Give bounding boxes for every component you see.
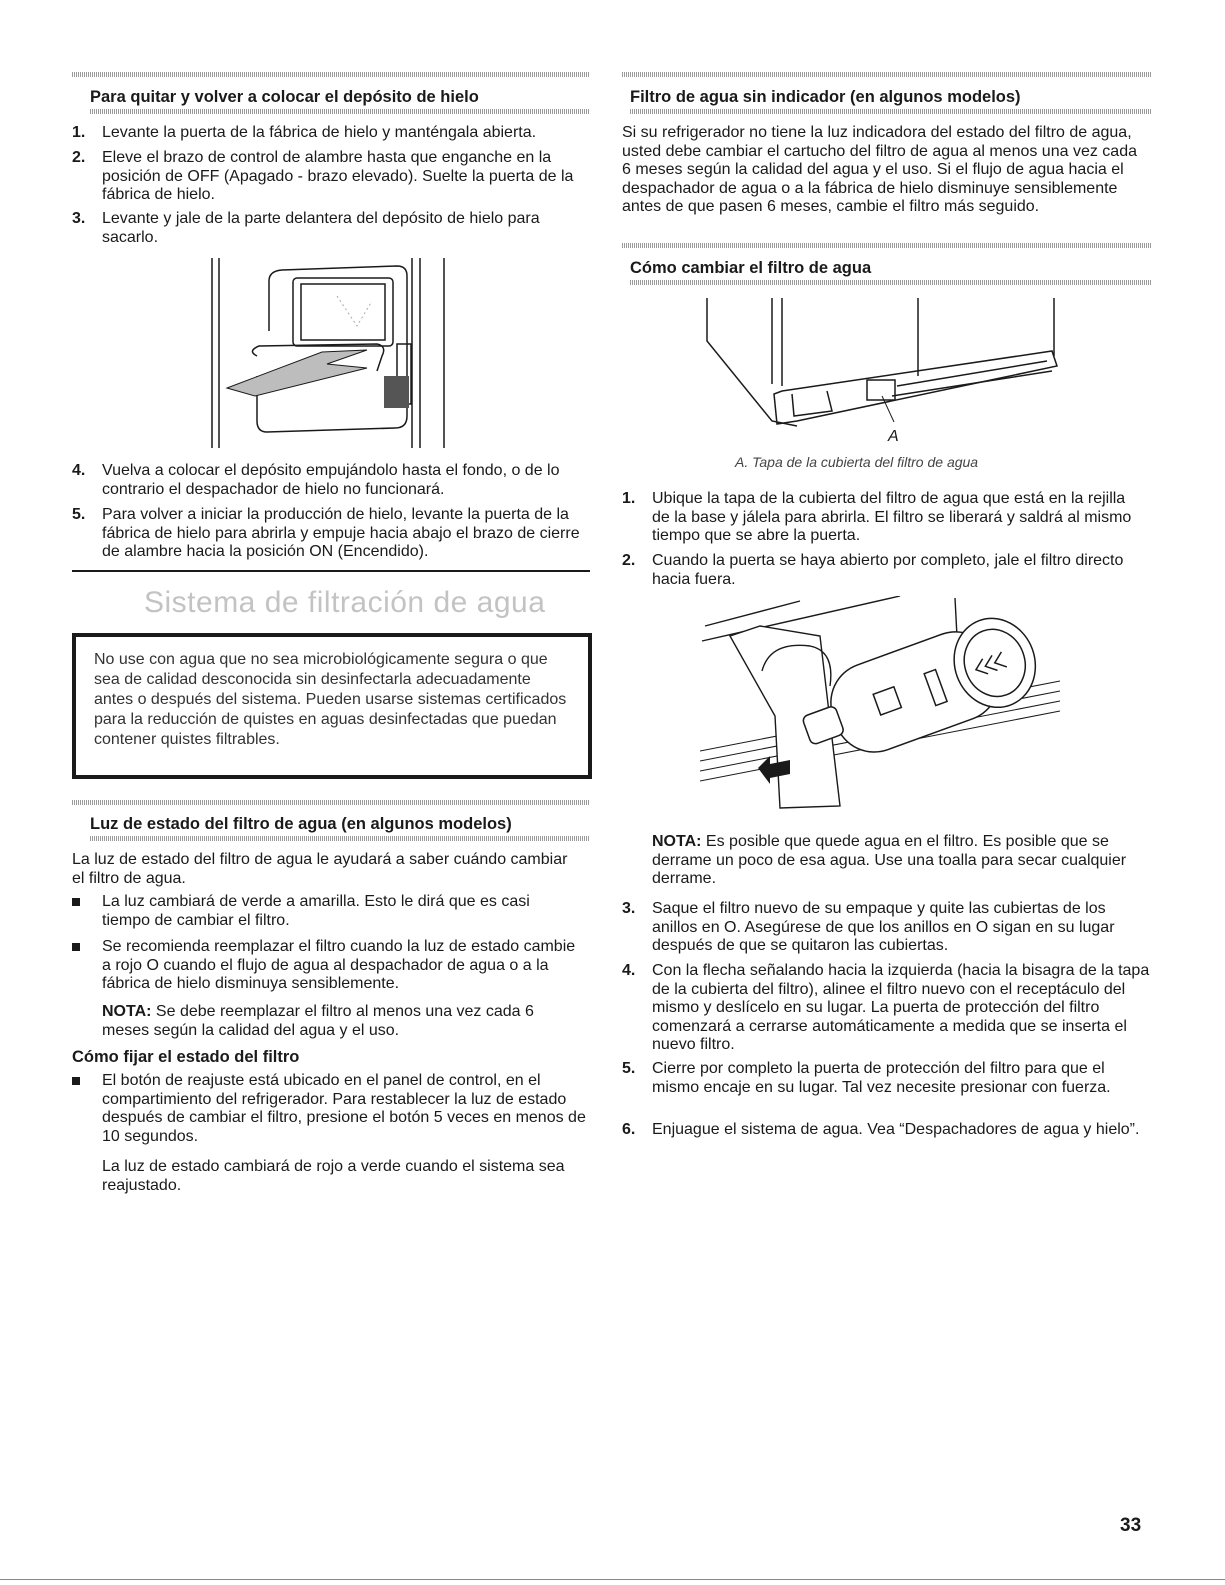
no-indicator-heading: Filtro de agua sin indicador (en algunos modelos)	[630, 88, 1021, 106]
ice-bin-step-2: 2. Eleve el brazo de control de alambre hasta que enganche en la posición de OFF (Apagado - brazo elevado). Suelte la puerta de la fábrica de hielo.	[72, 149, 574, 203]
section-rule	[72, 72, 590, 77]
filter-step-3: 3. Saque el filtro nuevo de su empaque y quite las cubiertas de los anillos en O. Asegúrese de que los anillos en O sigan en su lugar después de que se quitaron las cubiertas.	[622, 900, 1115, 954]
section-rule	[90, 836, 590, 841]
ice-bin-illustration	[207, 256, 527, 456]
filter-step-5: 5. Cierre por completo la puerta de protección del filtro para que el mismo encaje en su lugar. Tal vez necesite presionar con fuerza.	[622, 1060, 1111, 1096]
page-number: 33	[1120, 1515, 1142, 1536]
note-label: NOTA:	[652, 833, 702, 850]
section-rule	[72, 800, 590, 805]
ice-bin-step-3: 3. Levante y jale de la parte delantera del depósito de hielo para sacarlo.	[72, 210, 540, 246]
bullet-icon	[72, 898, 80, 906]
status-light-intro: La luz de estado del filtro de agua le ayudará a saber cuándo cambiar el filtro de agua.	[72, 851, 568, 887]
ice-bin-step-4: 4. Vuelva a colocar el depósito empujándolo hasta el fondo, o de lo contrario el despachador de hielo no funcionará.	[72, 462, 560, 498]
section-rule	[90, 109, 590, 114]
section-divider	[72, 570, 590, 572]
reset-bullet: El botón de reajuste está ubicado en el panel de control, en el compartimiento del refrigerador. Para restablecer la luz de estado después de cambiar el filtro, presione el botón 5 veces en menos de 10 segundos.	[72, 1072, 590, 1146]
status-note	[102, 1003, 582, 1040]
reset-after: La luz de estado cambiará de rojo a verde cuando el sistema sea reajustado.	[102, 1158, 565, 1194]
warning-text: No use con agua que no sea microbiológicamente segura o que sea de calidad desconocida sin desinfectarla adecuadamente antes o después del sistema. Pueden usarse sistemas certificados para la reducción de quistes en aguas desinfectadas que puedan contener quistes filtrables.	[94, 651, 567, 748]
no-indicator-text: Si su refrigerador no tiene la luz indicadora del estado del filtro de agua, usted debe cambiar el cartucho del filtro de agua al menos una vez cada 6 meses según la calidad del agua y el uso. Si el flujo de agua hacia el despachador de agua o a la fábrica de hielo disminuye sensiblemente antes de que pasen 6 meses, cambie el filtro más seguido.	[622, 124, 1137, 215]
note-text: Se debe reemplazar el filtro al menos una vez cada 6 meses según la calidad del agua y el uso.	[102, 1003, 534, 1039]
filter-note	[652, 833, 1147, 889]
note-label: NOTA:	[102, 1003, 152, 1020]
section-rule	[630, 109, 1152, 114]
fig-label-a: A	[888, 428, 899, 445]
filter-step-1: 1. Ubique la tapa de la cubierta del filtro de agua que está en la rejilla de la base y jálela para abrirla. El filtro se liberará y saldrá al mismo tiempo que se abre la puerta.	[622, 490, 1132, 544]
status-bullet-2: Se recomienda reemplazar el filtro cuando la luz de estado cambie a rojo O cuando el flujo de agua al despachador de agua o a la fábrica de hielo disminuya sensiblemente.	[72, 938, 582, 994]
reset-heading: Cómo fijar el estado del filtro	[72, 1048, 300, 1066]
note-text: Es posible que quede agua en el filtro. Es posible que se derrame un poco de esa agua. Use una toalla para secar cualquier derrame.	[652, 833, 1127, 887]
filter-step-6: 6. Enjuague el sistema de agua. Vea “Despachadores de agua y hielo”.	[622, 1121, 1140, 1138]
ice-bin-step-5: 5. Para volver a iniciar la producción de hielo, levante la puerta de la fábrica de hielo para abrirla y empuje hacia abajo el brazo de cierre de alambre hacia la posición ON (Encendido).	[72, 506, 580, 560]
page-bottom-rule	[0, 1579, 1225, 1580]
filter-step-2: 2. Cuando la puerta se haya abierto por completo, jale el filtro directo hacia fuera.	[622, 552, 1124, 588]
bullet-icon	[72, 943, 80, 951]
status-bullet-1: La luz cambiará de verde a amarilla. Esto le dirá que es casi tiempo de cambiar el filtro.	[72, 893, 582, 930]
warning-box	[72, 633, 592, 779]
ice-bin-heading: Para quitar y volver a colocar el depósito de hielo	[90, 88, 479, 106]
change-filter-heading: Cómo cambiar el filtro de agua	[630, 259, 872, 277]
bullet-icon	[72, 1077, 80, 1085]
filter-removal-illustration	[700, 596, 1070, 818]
section-title: Sistema de filtración de agua	[144, 586, 546, 619]
section-rule	[630, 280, 1152, 285]
ice-bin-step-1: 1. Levante la puerta de la fábrica de hielo y manténgala abierta.	[72, 124, 537, 141]
status-light-heading: Luz de estado del filtro de agua (en algunos modelos)	[90, 815, 512, 833]
figure-caption: A. Tapa de la cubierta del filtro de agua	[735, 454, 979, 470]
filter-cover-illustration	[702, 296, 1072, 446]
filter-step-4: 4. Con la flecha señalando hacia la izquierda (hacia la bisagra de la tapa de la cubierta del filtro), alinee el filtro nuevo con el receptáculo del mismo y deslícelo en su lugar. La puerta de protección del filtro comenzará a cerrarse automáticamente a medida que se inserta el nuevo filtro.	[622, 962, 1150, 1053]
section-rule	[622, 72, 1152, 77]
section-rule	[622, 243, 1152, 248]
